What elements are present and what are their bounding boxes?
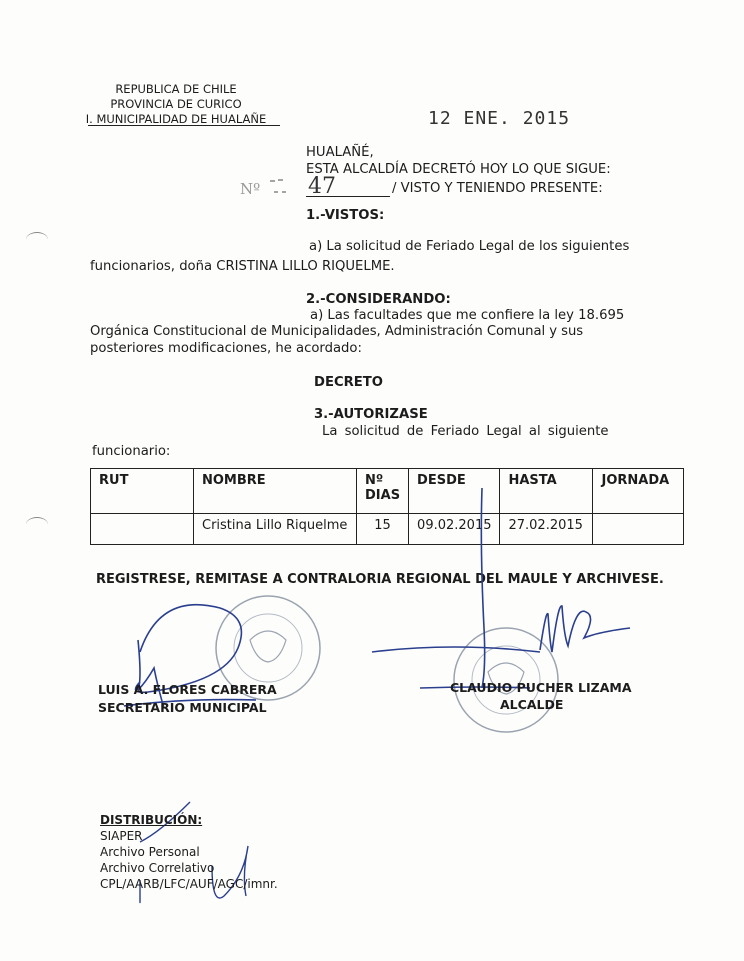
cell-desde: 09.02.2015: [409, 514, 500, 545]
col-hasta: HASTA: [500, 469, 593, 514]
table-row: [91, 514, 684, 545]
col-dias: Nº DIAS: [357, 469, 409, 514]
col-desde: DESDE: [409, 469, 500, 514]
table-header-row: [91, 469, 684, 514]
distribution-item: Archivo Correlativo: [100, 861, 215, 875]
distribution-item: CPL/AARB/LFC/AUF/AGC/imnr.: [100, 877, 278, 891]
vistos-para1: a) La solicitud de Feriado Legal de los siguientes: [309, 239, 630, 254]
decree-intro: ESTA ALCALDÍA DECRETÓ HOY LO QUE SIGUE:: [306, 162, 611, 177]
date-stamp: 12 ENE. 2015: [428, 108, 571, 129]
considerando-line1: a) Las facultades que me confiere la ley 18.695: [310, 308, 625, 323]
autorizase-heading: 3.-AUTORIZASE: [314, 407, 428, 422]
col-jornada: JORNADA: [593, 469, 684, 514]
decreto-heading: DECRETO: [314, 375, 384, 390]
punch-mark: [26, 517, 48, 532]
distribution-item: Archivo Personal: [100, 845, 200, 859]
signer-left-title: SECRETARIO MUNICIPAL: [98, 700, 267, 715]
header-province: PROVINCIA DE CURICO: [110, 97, 242, 111]
considerando-line2: Orgánica Constitucional de Municipalidades, Administración Comunal y sus: [90, 324, 584, 339]
cell-rut: [91, 514, 194, 545]
header-country: REPUBLICA DE CHILE: [115, 82, 237, 96]
place-name: HUALAÑÉ,: [306, 145, 374, 160]
considerando-heading: 2.-CONSIDERANDO:: [306, 292, 451, 307]
signer-right-name: CLAUDIO PUCHER LIZAMA: [450, 680, 632, 695]
col-nombre: NOMBRE: [194, 469, 357, 514]
cell-dias: 15: [357, 514, 409, 545]
number-ditto-marks: [268, 176, 292, 196]
signature-right-icon: [372, 606, 630, 688]
signer-right-title: ALCALDE: [500, 697, 564, 712]
distribution-item: SIAPER: [100, 829, 143, 843]
distribution-heading: DISTRIBUCIÓN:: [100, 813, 203, 827]
cell-hasta: 27.02.2015: [500, 514, 593, 545]
autorizase-line2: funcionario:: [92, 444, 171, 459]
closing-statement: REGISTRESE, REMITASE A CONTRALORIA REGIONAL DEL MAULE Y ARCHIVESE.: [96, 572, 664, 587]
decree-number-prefix: Nº: [240, 180, 261, 198]
col-rut: RUT: [91, 469, 194, 514]
considerando-line3: posteriores modificaciones, he acordado:: [90, 341, 362, 356]
cell-nombre: Cristina Lillo Riquelme: [194, 514, 357, 545]
cell-jornada: [593, 514, 684, 545]
leave-table: [90, 468, 684, 545]
autorizase-line1: La solicitud de Feriado Legal al siguiente: [322, 424, 609, 439]
visto-text: / VISTO Y TENIENDO PRESENTE:: [392, 181, 603, 196]
vistos-para2: funcionarios, doña CRISTINA LILLO RIQUELME.: [90, 259, 395, 274]
decree-number-line: [306, 196, 390, 197]
decree-number: 47: [308, 174, 336, 199]
header-block: [76, 82, 276, 127]
distribution-block: [100, 812, 278, 892]
header-underline: [88, 125, 280, 126]
vistos-heading: 1.-VISTOS:: [306, 208, 385, 223]
signer-left-name: LUIS A. FLORES CABRERA: [98, 682, 277, 697]
punch-mark: [26, 232, 48, 247]
header-municipality: I. MUNICIPALIDAD DE HUALAÑE: [85, 112, 267, 126]
